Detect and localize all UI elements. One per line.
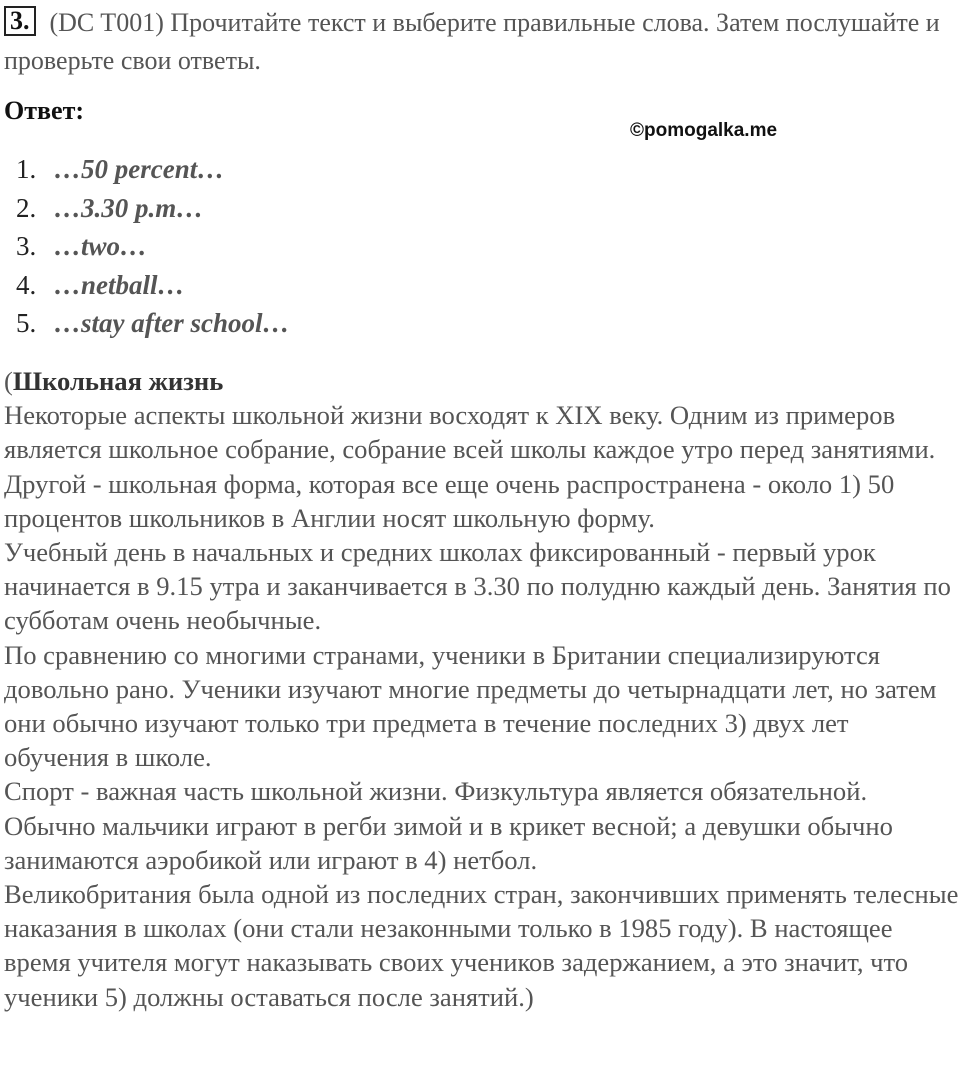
answer-item: [16, 304, 290, 343]
translation-paragraph: По сравнению со многими странами, ученики в Британии специализируются довольно рано. Ученики изучают многие предметы до четырнадцати лет, но затем они обычно изучают только три предмета в течение последних 3) двух лет обучения в школе.: [4, 639, 937, 773]
open-paren: (: [4, 366, 13, 396]
translation-paragraph: Великобритания была одной из последних стран, закончивших применять телесные наказания в школах (они стали незаконными только в 1985 году). В настоящее время учителя могут наказывать своих учеников задержанием, а это значит, что ученики 5) должны оставаться после занятий.): [4, 879, 959, 1012]
answer-item: [16, 227, 290, 266]
translation-title: Школьная жизнь: [12, 366, 224, 396]
answer-number: 1.: [16, 154, 37, 184]
answer-label: Ответ:: [4, 96, 85, 125]
answer-text: …netball…: [54, 269, 185, 300]
answer-text: …3.30 p.m…: [54, 192, 204, 223]
translation-paragraph: Некоторые аспекты школьной жизни восходят к XIX веку. Одним из примеров является школьное собрание, собрание всей школы каждое утро перед занятиями. Другой - школьная форма, которая все еще очень распространена - около 1) 50 процентов школьников в Англии носят школьную форму.: [4, 400, 936, 533]
answer-text: …50 percent…: [54, 154, 225, 184]
answer-number: 4.: [16, 269, 37, 300]
answer-text: …two…: [54, 231, 148, 261]
answer-number: 5.: [16, 308, 37, 338]
answer-item: [16, 266, 290, 305]
answer-number: 3.: [16, 231, 37, 261]
translation-text: [4, 364, 960, 1014]
answer-item: [16, 150, 290, 189]
answer-number: 2.: [16, 192, 37, 223]
watermark: ©pomogalka.me: [630, 120, 778, 141]
answer-list: [16, 150, 290, 343]
translation-paragraph: Учебный день в начальных и средних школах фиксированный - первый урок начинается в 9.15 утра и заканчивается в 3.30 по полудню каждый день. Занятия по субботам очень необычные.: [4, 537, 951, 636]
answer-text: …stay after school…: [54, 308, 290, 338]
task-number: 3.: [4, 6, 36, 36]
task-header: [4, 4, 944, 80]
task-instruction: (DC T001) Прочитайте текст и выберите правильные слова. Затем послушайте и проверьте свои ответы.: [4, 8, 940, 75]
answer-item: [16, 189, 290, 228]
translation-paragraph: Спорт - важная часть школьной жизни. Физкультура является обязательной. Обычно мальчики играют в регби зимой и в крикет весной; а девушки обычно занимаются аэробикой или играют в 4) нетбол.: [4, 776, 893, 875]
translation-title-line: [4, 364, 960, 398]
